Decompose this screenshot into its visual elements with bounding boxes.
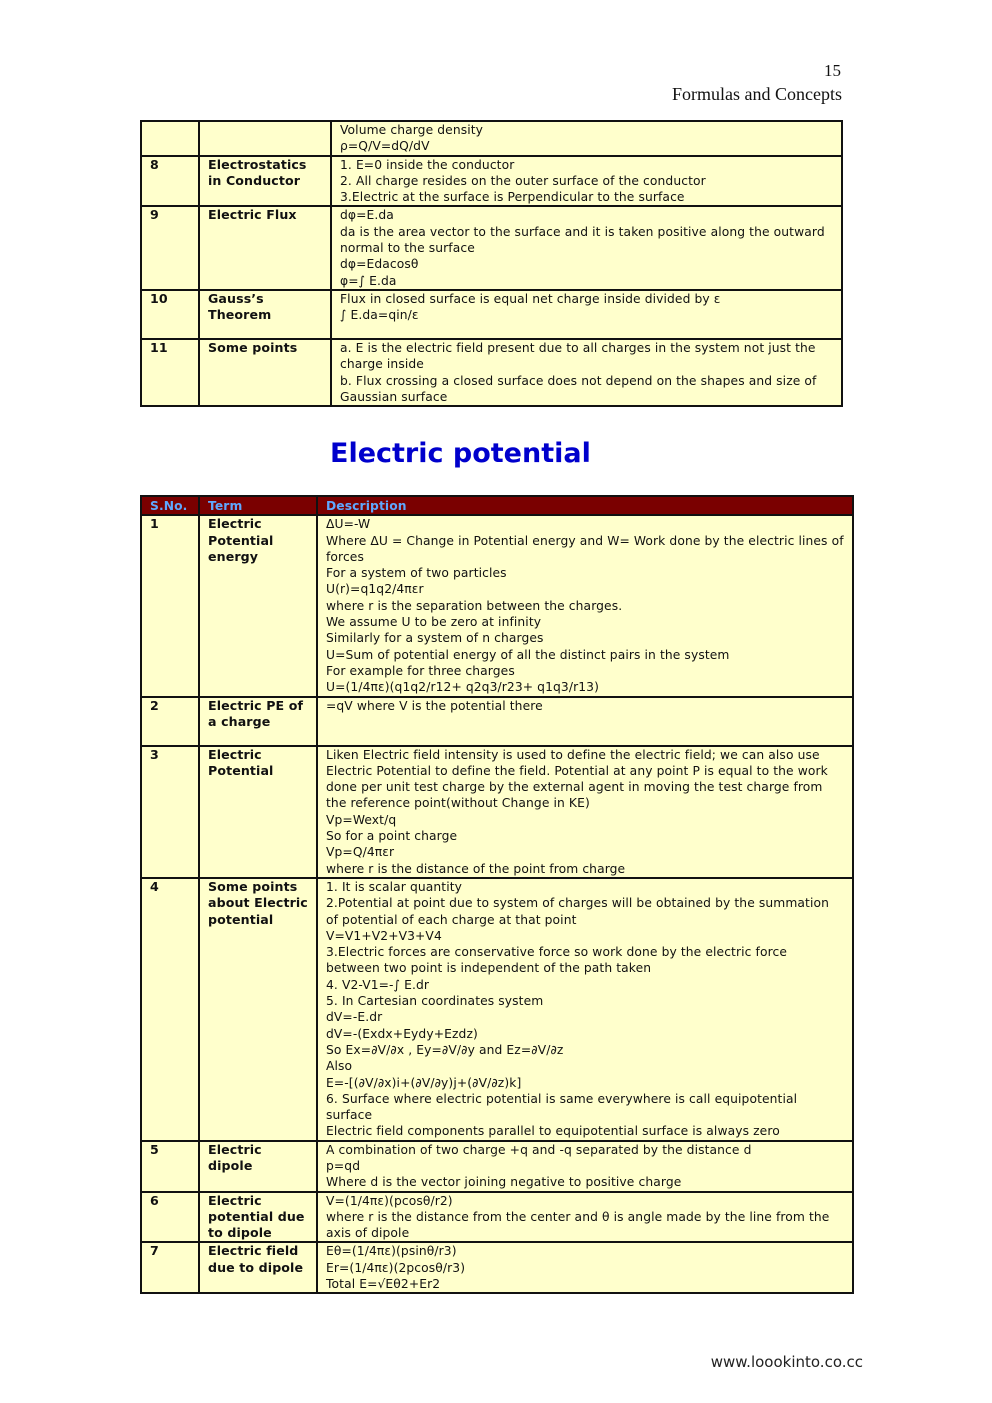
formulas-table-continued (140, 120, 843, 407)
description-line: U=Sum of potential energy of all the distinct pairs in the system (326, 647, 730, 662)
description-line: E=-[(∂V/∂x)i+(∂V/∂y)j+(∂V/∂z)k] (326, 1075, 522, 1090)
row-sno: 5 (141, 1141, 199, 1192)
row-description (317, 515, 853, 696)
description-line: For a system of two particles (326, 566, 507, 581)
description-line: 5. In Cartesian coordinates system (326, 994, 544, 1009)
description-line: =qV where V is the potential there (326, 698, 543, 713)
row-sno: 2 (141, 697, 199, 746)
row-term: Some points about Electric potential (199, 878, 317, 1141)
row-sno: 8 (141, 156, 199, 207)
description-line: U=(1/4πε)(q1q2/r12+ q2q3/r23+ q1q3/r13) (326, 680, 599, 695)
description-line: Liken Electric field intensity is used to define the electric field; we can also use Electric Potential to define the field. Potential at any point P is equal to the work done per unit test charge by the external agent in moving the test charge from the reference point(without Change in KE) (326, 747, 828, 811)
description-line: ρ=Q/V=dQ/dV (340, 139, 430, 154)
description-line: ΔU=-W (326, 517, 371, 532)
description-line: We assume U to be zero at infinity (326, 615, 542, 630)
description-line: So Ex=∂V/∂x , Ey=∂V/∂y and Ez=∂V/∂z (326, 1042, 564, 1057)
row-term: Gauss’s Theorem (199, 290, 331, 339)
row-term: Electric potential due to dipole (199, 1192, 317, 1243)
page-header-title: Formulas and Concepts (672, 84, 842, 104)
section-title: Electric potential (330, 438, 591, 469)
row-term: Electric Potential (199, 746, 317, 878)
description-line: A combination of two charge +q and -q separated by the distance d (326, 1142, 752, 1157)
description-line: 2.Potential at point due to system of charges will be obtained by the summation of potential of each charge at that point (326, 896, 830, 927)
description-line: dV=-E.dr (326, 1010, 383, 1025)
row-sno: 3 (141, 746, 199, 878)
table-row (141, 290, 842, 339)
description-line: 1. It is scalar quantity (326, 879, 463, 894)
row-description (331, 290, 842, 339)
description-line: So for a point charge (326, 829, 458, 844)
row-sno: 9 (141, 206, 199, 289)
description-line: dV=-(Exdx+Eydy+Ezdz) (326, 1026, 478, 1041)
description-line: da is the area vector to the surface and it is taken positive along the outward normal to the surface (340, 224, 825, 256)
table-row (141, 1242, 853, 1293)
description-line: Total E=√Eθ2+Er2 (326, 1277, 441, 1292)
description-line: 3.Electric at the surface is Perpendicular to the surface (340, 190, 685, 205)
row-description (331, 156, 842, 207)
description-line: U(r)=q1q2/4πεr (326, 582, 424, 597)
row-sno: 6 (141, 1192, 199, 1243)
row-sno: 10 (141, 290, 199, 339)
description-line: V=(1/4πε)(pcosθ/r2) (326, 1193, 453, 1208)
row-sno (141, 121, 199, 156)
description-line: Vp=Wext/q (326, 812, 397, 827)
description-line: dφ=E.da (340, 208, 394, 223)
footer-url: www.loookinto.co.cc (710, 1353, 863, 1371)
description-line: Eθ=(1/4πε)(psinθ/r3) (326, 1244, 457, 1259)
description-line: Er=(1/4πε)(2pcosθ/r3) (326, 1260, 466, 1275)
row-sno: 7 (141, 1242, 199, 1293)
table-row (141, 339, 842, 406)
description-line: Volume charge density (340, 123, 484, 137)
description-line: 2. All charge resides on the outer surface of the conductor (340, 173, 706, 188)
row-term: Electric PE of a charge (199, 697, 317, 746)
description-line: Flux in closed surface is equal net charge inside divided by ε (340, 291, 721, 306)
row-term: Electric dipole (199, 1141, 317, 1192)
row-description (317, 1141, 853, 1192)
header-term: Term (199, 496, 317, 515)
header-sno: S.No. (141, 496, 199, 515)
table-row (141, 121, 842, 156)
row-term: Electric Flux (199, 206, 331, 289)
header-description: Description (317, 496, 853, 515)
row-description (317, 1192, 853, 1243)
row-term: Electric field due to dipole (199, 1242, 317, 1293)
description-line: dφ=Edacosθ (340, 257, 419, 272)
description-line: Electric field components parallel to equipotential surface is always zero (326, 1124, 780, 1139)
description-line: Vp=Q/4πεr (326, 845, 395, 860)
description-line: 1. E=0 inside the conductor (340, 157, 515, 172)
description-line: Similarly for a system of n charges (326, 631, 544, 646)
electric-potential-table (140, 495, 854, 1294)
table-row (141, 1141, 853, 1192)
row-term: Some points (199, 339, 331, 406)
description-line: 3.Electric forces are conservative force so work done by the electric force between two point is independent of the path taken (326, 945, 787, 976)
description-line: Where d is the vector joining negative to positive charge (326, 1175, 682, 1190)
row-description (317, 746, 853, 878)
row-sno: 4 (141, 878, 199, 1141)
table-row (141, 878, 853, 1141)
row-description (317, 878, 853, 1141)
description-line: Where ΔU = Change in Potential energy and W= Work done by the electric lines of forces (326, 533, 844, 564)
description-line: b. Flux crossing a closed surface does not depend on the shapes and size of Gaussian surface (340, 373, 817, 404)
row-sno: 1 (141, 515, 199, 696)
description-line: φ=∫ E.da (340, 273, 397, 288)
row-term: Electrostatics in Conductor (199, 156, 331, 207)
table-row (141, 206, 842, 289)
row-term (199, 121, 331, 156)
row-description (317, 1242, 853, 1293)
description-line: Also (326, 1059, 353, 1074)
description-line: where r is the separation between the charges. (326, 598, 623, 613)
description-line: where r is the distance of the point from charge (326, 861, 626, 876)
row-description (331, 206, 842, 289)
row-description (317, 697, 853, 746)
row-sno: 11 (141, 339, 199, 406)
row-term: Electric Potential energy (199, 515, 317, 696)
description-line: a. E is the electric field present due to all charges in the system not just the charge inside (340, 340, 816, 372)
description-line: where r is the distance from the center and θ is angle made by the line from the axis of dipole (326, 1209, 830, 1241)
table-header-row (141, 496, 853, 515)
description-line: p=qd (326, 1158, 361, 1173)
row-description (331, 339, 842, 406)
table-row (141, 697, 853, 746)
page-number: 15 (824, 61, 841, 80)
description-line: ∫ E.da=qin/ε (340, 308, 419, 323)
table-row (141, 156, 842, 207)
description-line: 6. Surface where electric potential is same everywhere is call equipotential surface (326, 1091, 798, 1123)
description-line: V=V1+V2+V3+V4 (326, 928, 442, 943)
table-row (141, 746, 853, 878)
description-line: 4. V2-V1=-∫ E.dr (326, 977, 430, 992)
description-line: For example for three charges (326, 663, 515, 678)
table-row (141, 515, 853, 696)
table-row (141, 1192, 853, 1243)
row-description (331, 121, 842, 156)
